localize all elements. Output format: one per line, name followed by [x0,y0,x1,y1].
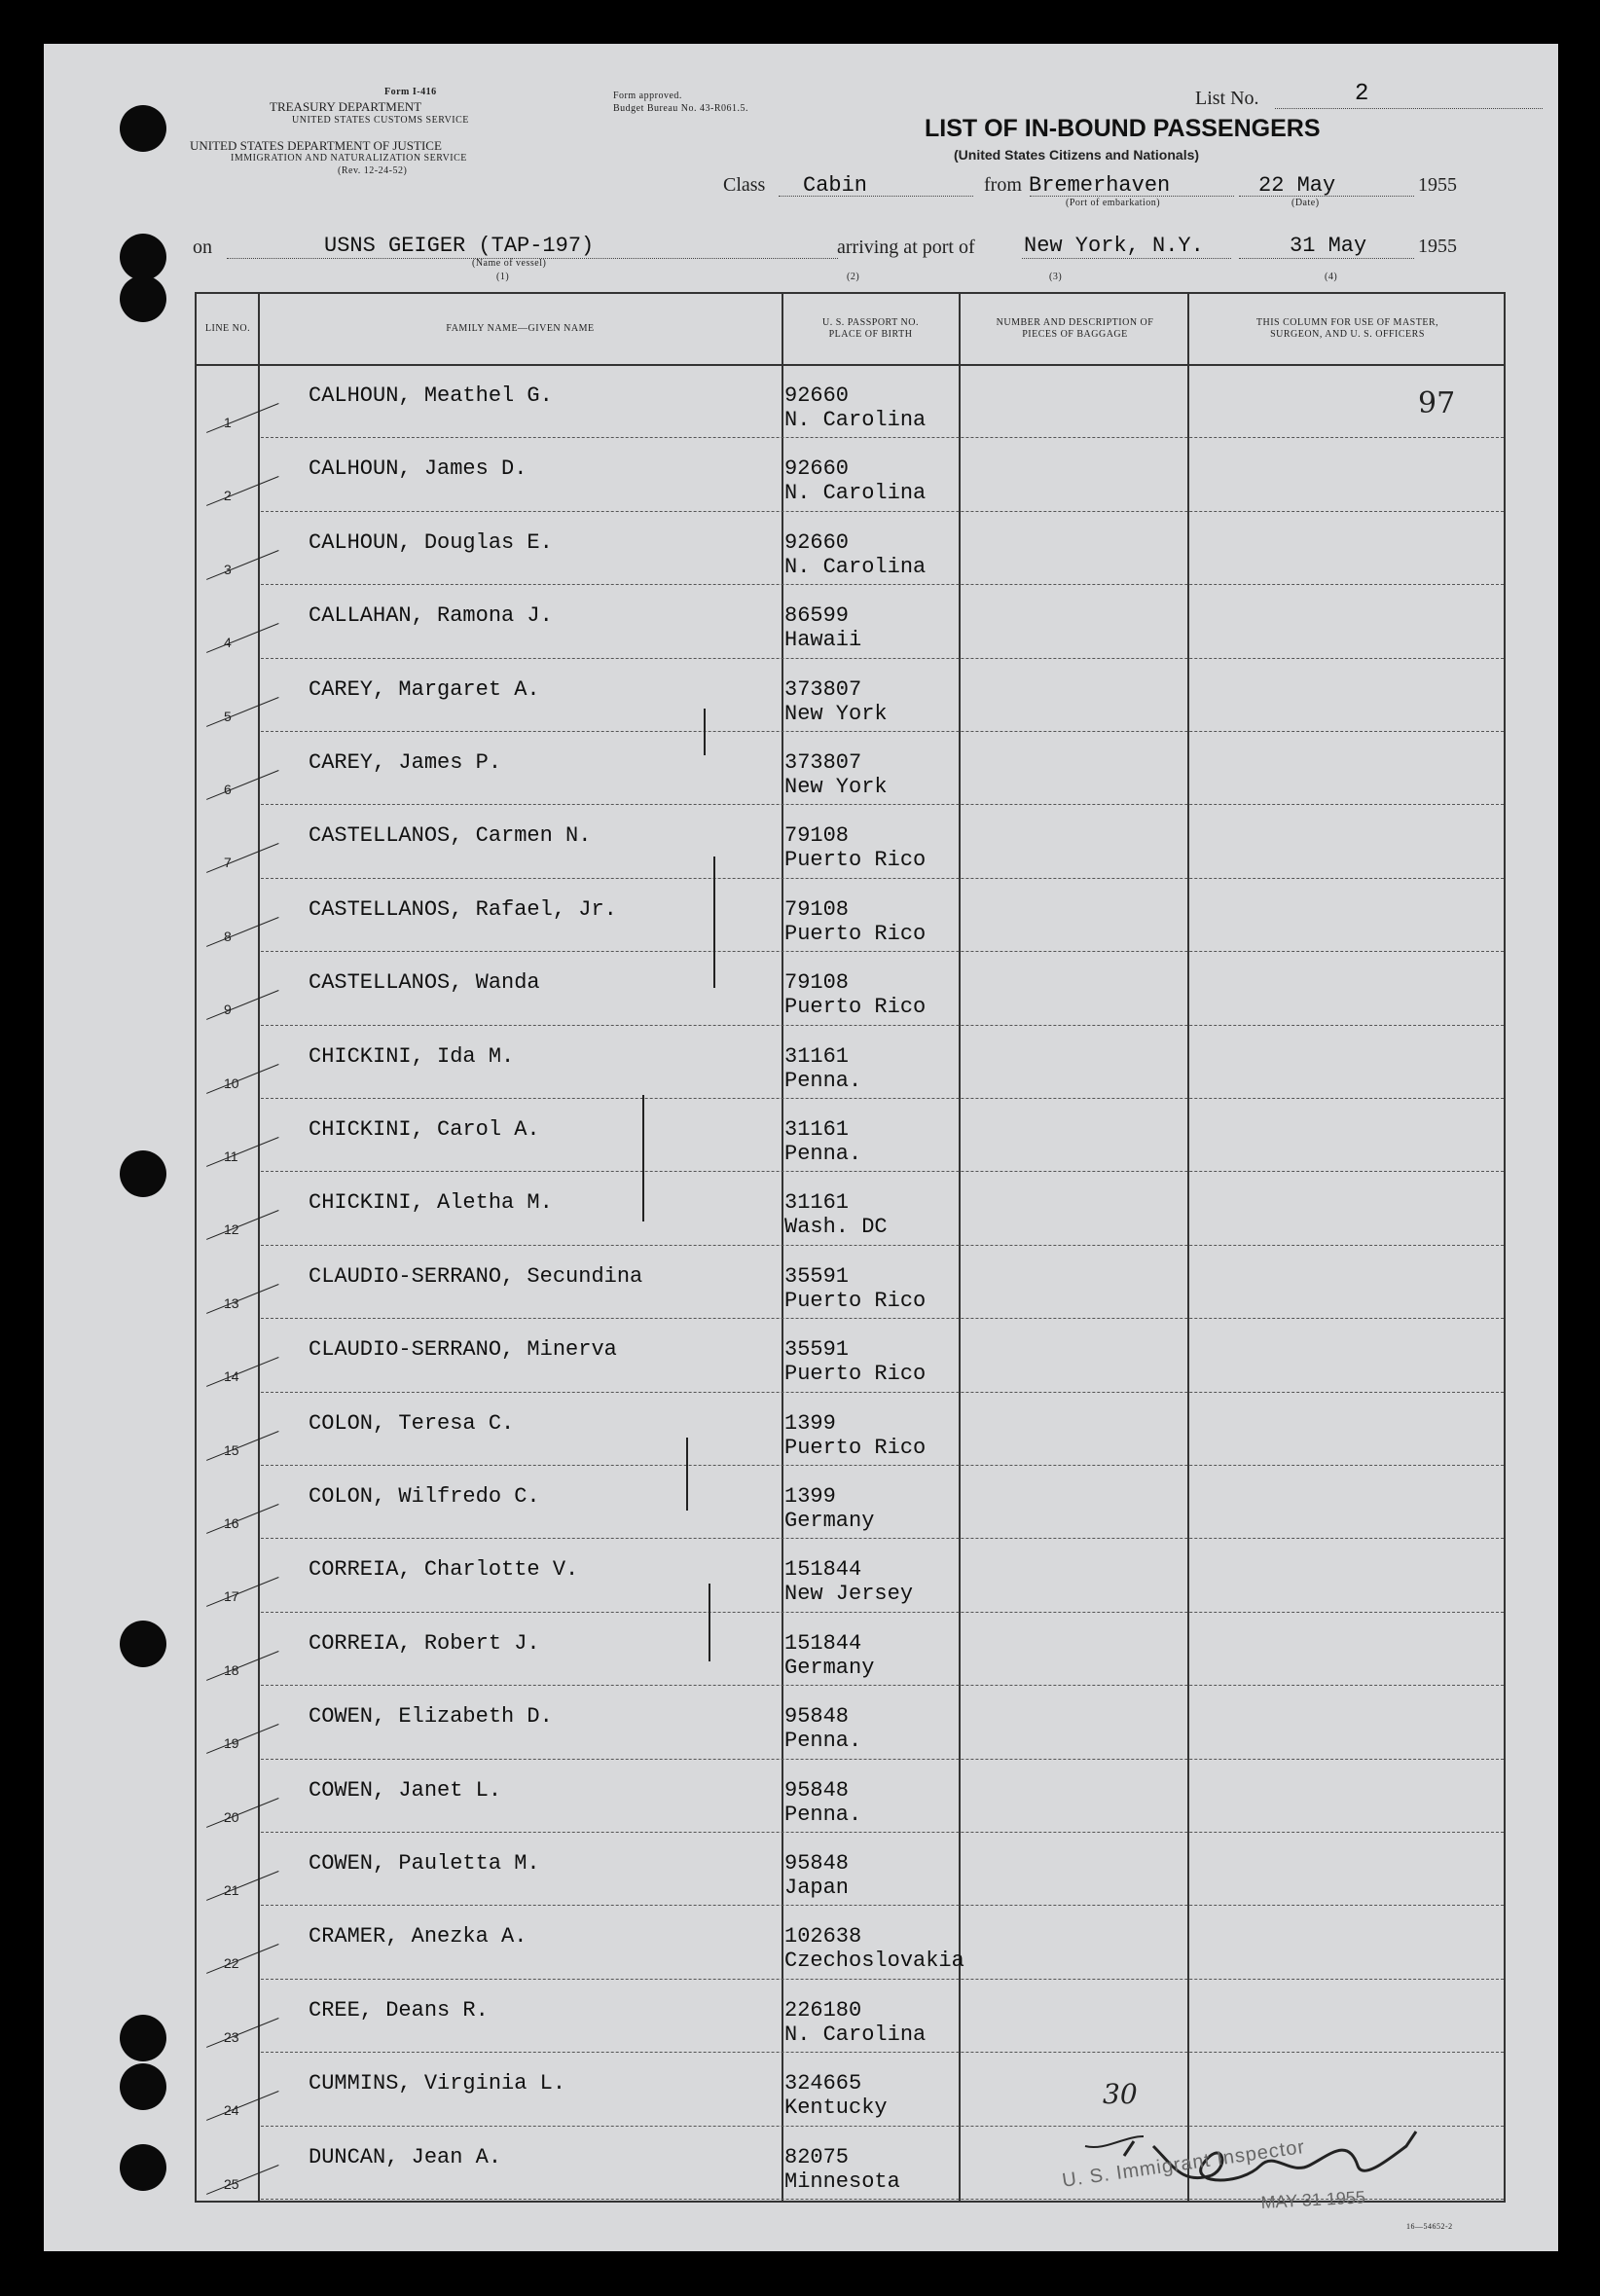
line-number: 8 [224,928,232,944]
table-row [197,951,1504,1024]
arriving-num: (2) [847,272,860,282]
table-row [197,1098,1504,1171]
check-slash [206,1944,279,1974]
check-mark [642,1095,644,1221]
embark-date: 22 May [1258,173,1336,198]
passport-number: 373807 [784,750,862,775]
check-slash [206,1871,279,1901]
place-of-birth: New York [784,775,888,799]
place-of-birth: N. Carolina [784,554,927,579]
place-of-birth: Penna. [784,1729,862,1754]
place-of-birth: Puerto Rico [784,1362,927,1387]
passenger-name: CALHOUN, Meathel G. [309,383,553,408]
inspector-stamp: U. S. Immigrant Inspector [1061,2135,1307,2192]
check-mark [704,709,706,755]
check-mark [713,856,715,988]
passenger-name: CHICKINI, Ida M. [309,1043,515,1069]
passenger-name: CALHOUN, James D. [309,456,527,482]
table-row [197,1245,1504,1318]
place-of-birth: New Jersey [784,1582,914,1607]
line-number: 9 [224,1002,232,1018]
check-mark [686,1438,688,1511]
passport-number: 102638 [784,1924,862,1950]
arrival-date-line [1239,258,1414,259]
passport-number: 79108 [784,970,850,996]
passport-number: 31161 [784,1190,850,1216]
passport-number: 95848 [784,1851,850,1876]
table-row [197,1832,1504,1905]
place-of-birth: Penna. [784,1142,862,1166]
table-row [197,1759,1504,1832]
check-slash [206,1504,279,1534]
passenger-name: COLON, Teresa C. [309,1410,515,1436]
check-slash [206,403,279,433]
print-code: 16—54652-2 [1406,2222,1453,2231]
agency-name: UNITED STATES DEPARTMENT OF JUSTICE [190,138,442,153]
check-slash [206,1357,279,1387]
line-number: 2 [224,488,232,504]
passport-number: 92660 [784,383,850,408]
place-of-birth: Germany [784,1655,875,1680]
table-row [197,1392,1504,1465]
class-label: Class [723,174,766,196]
class-value: Cabin [803,173,868,198]
arriving-label: arriving at port of [837,237,975,258]
place-of-birth: Germany [784,1509,875,1533]
table-row [197,1538,1504,1611]
table-row [197,1979,1504,2052]
punch-hole [120,2063,166,2110]
check-slash [206,476,279,506]
check-slash [206,623,279,653]
line-number: 4 [224,635,232,651]
passenger-name: CASTELLANOS, Wanda [309,970,540,996]
passport-number: 92660 [784,456,850,482]
passport-number: 35591 [784,1337,850,1363]
punch-hole [120,1150,166,1197]
line-number: 3 [224,561,232,577]
check-slash [206,2091,279,2121]
place-of-birth: Puerto Rico [784,921,927,946]
table-row [197,1685,1504,1758]
place-of-birth: Hawaii [784,628,862,653]
passport-number: 151844 [784,1557,862,1583]
check-slash [206,1577,279,1607]
passport-number: 95848 [784,1704,850,1730]
line-number: 13 [224,1294,239,1311]
table-row [197,1612,1504,1685]
line-number: 24 [224,2102,239,2119]
passport-number: 151844 [784,1630,862,1656]
page-subtitle: (United States Citizens and Nationals) [954,147,1200,163]
count-note: 30 [1103,2078,1138,2110]
table-row [197,1171,1504,1244]
check-slash [206,990,279,1020]
passenger-name: CLAUDIO-SERRANO, Minerva [309,1337,617,1363]
passenger-name: CALHOUN, Douglas E. [309,529,553,555]
table-row [197,731,1504,804]
agency-service: IMMIGRATION AND NATURALIZATION SERVICE [231,153,467,164]
check-slash [206,1064,279,1094]
passenger-name: CREE, Deans R. [309,1997,489,2023]
passenger-name: CRAMER, Anezka A. [309,1924,527,1950]
from-label: from [984,174,1022,196]
line-number: 22 [224,1955,239,1972]
line-number: 14 [224,1368,239,1385]
check-slash [206,843,279,873]
line-number: 11 [224,1148,238,1164]
passport-number: 1399 [784,1410,836,1436]
line-number: 10 [224,1075,239,1091]
place-of-birth: Puerto Rico [784,1435,927,1460]
table-row [197,1025,1504,1098]
punch-hole [120,2015,166,2061]
port-num: (3) [1049,272,1063,282]
passenger-name: CORREIA, Charlotte V. [309,1557,579,1583]
passport-number: 31161 [784,1043,850,1069]
line-number: 12 [224,1221,239,1238]
on-label: on [193,237,212,258]
from-caption: (Port of embarkation) [1066,198,1161,208]
form-approval: Form approved. [613,91,682,101]
budget-bureau: Budget Bureau No. 43-R061.5. [613,103,748,114]
from-value: Bremerhaven [1029,173,1171,198]
arrival-date: 31 May [1290,234,1367,258]
passport-number: 31161 [784,1117,850,1142]
check-slash [206,550,279,580]
place-of-birth: Puerto Rico [784,995,927,1020]
passenger-name: CUMMINS, Virginia L. [309,2071,566,2096]
place-of-birth: New York [784,701,888,726]
table-row [197,804,1504,877]
table-row [197,511,1504,584]
line-number: 20 [224,1808,239,1825]
passenger-name: COWEN, Janet L. [309,1777,502,1803]
page-title: LIST OF IN-BOUND PASSENGERS [925,115,1321,142]
passport-number: 79108 [784,823,850,849]
form-revision: (Rev. 12-24-52) [338,165,408,176]
line-number: 21 [224,1882,239,1898]
place-of-birth: Puerto Rico [784,1288,927,1313]
passenger-name: DUNCAN, Jean A. [309,2144,502,2169]
check-mark [709,1584,710,1661]
place-of-birth: Puerto Rico [784,848,927,873]
punch-hole [120,275,166,322]
line-number: 17 [224,1588,239,1605]
passport-number: 1399 [784,1484,836,1509]
form-department: TREASURY DEPARTMENT [270,99,422,114]
check-slash [206,1798,279,1828]
line-number: 16 [224,1515,239,1531]
place-of-birth: N. Carolina [784,408,927,432]
list-no-label: List No. [1195,88,1259,109]
line-number: 19 [224,1735,239,1752]
place-of-birth: Penna. [784,1802,862,1827]
arrival-port: New York, N.Y. [1024,234,1204,258]
table-row [197,1465,1504,1538]
place-of-birth: Kentucky [784,2096,888,2121]
table-row [197,1905,1504,1978]
col-header-passport: U. S. PASSPORT NO. PLACE OF BIRTH [822,317,919,340]
passenger-name: CASTELLANOS, Rafael, Jr. [309,896,617,922]
line-number: 7 [224,855,232,871]
passport-number: 86599 [784,603,850,629]
passenger-name: CAREY, Margaret A. [309,676,540,702]
check-slash [206,770,279,800]
check-slash [206,1431,279,1461]
passport-number: 373807 [784,676,862,702]
line-number: 15 [224,1441,239,1458]
check-slash [206,697,279,727]
place-of-birth: Penna. [784,1068,862,1093]
passenger-name: COLON, Wilfredo C. [309,1484,540,1509]
passport-number: 226180 [784,1997,862,2023]
check-slash [206,917,279,947]
line-number: 5 [224,708,232,724]
passenger-name: CLAUDIO-SERRANO, Secundina [309,1263,643,1289]
place-of-birth: N. Carolina [784,481,927,506]
form-service: UNITED STATES CUSTOMS SERVICE [292,115,469,126]
passenger-name: CHICKINI, Aletha M. [309,1190,553,1216]
passport-number: 324665 [784,2071,862,2096]
embark-year: 1955 [1418,174,1457,196]
line-number: 6 [224,782,232,797]
passenger-name: COWEN, Elizabeth D. [309,1704,553,1730]
table-row [197,437,1504,510]
check-slash [206,1137,279,1167]
stamp-date: MAY 31 1955 [1260,2187,1366,2212]
form-number: Form I-416 [384,87,437,97]
passport-number: 92660 [784,529,850,555]
passport-number: 79108 [784,896,850,922]
manifest-page [44,44,1558,2251]
officer-note: 97 [1418,386,1456,420]
line-number: 18 [224,1661,239,1678]
check-slash [206,1724,279,1754]
list-no-line [1275,108,1543,109]
passenger-name: CHICKINI, Carol A. [309,1117,540,1142]
check-slash [206,1210,279,1240]
port-line [1022,258,1231,259]
list-no-value: 2 [1355,81,1369,107]
col-header-name: FAMILY NAME—GIVEN NAME [446,323,595,334]
vessel-caption: (Name of vessel) [472,258,547,269]
place-of-birth: Wash. DC [784,1215,888,1240]
table-row [197,878,1504,951]
passenger-table [195,292,1506,2203]
passenger-name: CAREY, James P. [309,750,502,775]
place-of-birth: Minnesota [784,2168,900,2194]
line-number: 25 [224,2175,239,2192]
passenger-name: CALLAHAN, Ramona J. [309,603,553,629]
passport-number: 35591 [784,1263,850,1289]
passenger-name: COWEN, Pauletta M. [309,1851,540,1876]
check-slash [206,2018,279,2048]
passenger-name: CASTELLANOS, Carmen N. [309,823,592,849]
place-of-birth: Japan [784,1876,850,1900]
passport-number: 82075 [784,2144,850,2169]
col-header-line-no: LINE NO. [204,323,251,334]
col-header-officers: THIS COLUMN FOR USE OF MASTER, SURGEON, AND U. S. OFFICERS [1255,317,1439,340]
punch-hole [120,1621,166,1667]
punch-hole [120,234,166,280]
line-number: 1 [224,415,232,430]
punch-hole [120,105,166,152]
passport-number: 95848 [784,1777,850,1803]
table-row [197,364,1504,437]
arrival-num: (4) [1325,272,1338,282]
check-slash [206,2165,279,2195]
passenger-name: CORREIA, Robert J. [309,1630,540,1656]
embark-date-caption: (Date) [1291,198,1320,208]
place-of-birth: Czechoslovakia [784,1949,964,1974]
check-slash [206,1284,279,1314]
check-slash [206,1651,279,1681]
col-header-baggage: NUMBER AND DESCRIPTION OF PIECES OF BAGGAGE [996,317,1154,340]
vessel-num: (1) [496,272,510,282]
table-row [197,1318,1504,1391]
table-row [197,658,1504,731]
place-of-birth: N. Carolina [784,2022,927,2047]
vessel-name: USNS GEIGER (TAP-197) [324,234,595,258]
punch-hole [120,2144,166,2191]
arrival-year: 1955 [1418,236,1457,257]
table-row [197,584,1504,657]
line-number: 23 [224,2028,239,2045]
